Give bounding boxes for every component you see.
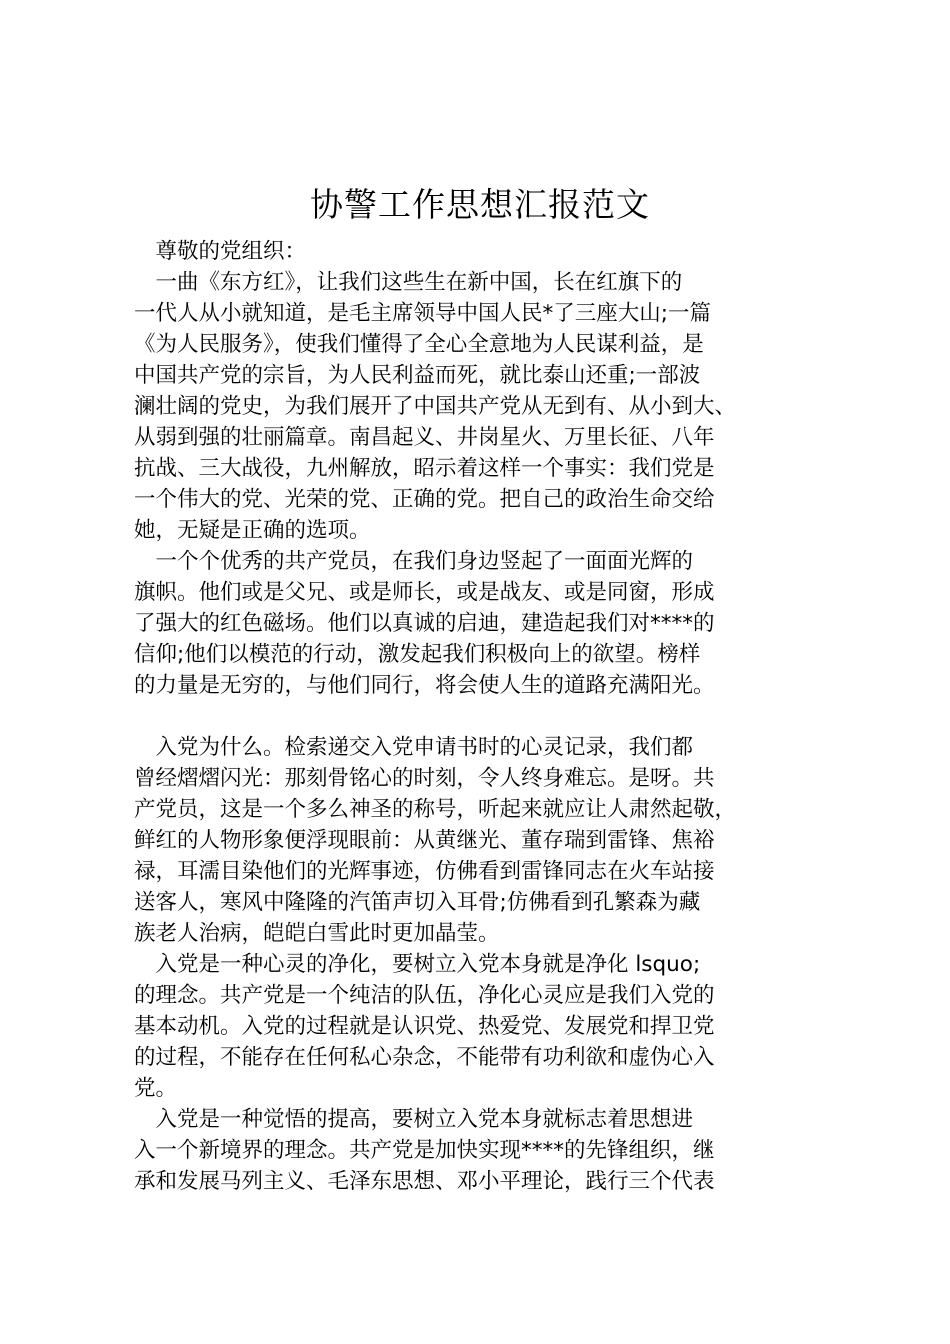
text-line: 党。 bbox=[134, 1076, 178, 1101]
text-line: 的力量是无穷的，与他们同行，将会使人生的道路充满阳光。 bbox=[134, 673, 715, 698]
text-line: 鲜红的人物形象便浮现眼前：从黄继光、董存瑞到雷锋、焦裕 bbox=[134, 828, 715, 853]
document-body bbox=[134, 236, 834, 1197]
text-line: 一个伟大的党、光荣的党、正确的党。把自己的政治生命交给 bbox=[134, 487, 715, 512]
text-line: 产党员，这是一个多么神圣的称号，听起来就应让人肃然起敬， bbox=[134, 797, 737, 822]
text-line: 入党是一种觉悟的提高，要树立入党本身就标志着思想进 bbox=[134, 1107, 694, 1132]
text-line: 抗战、三大战役，九州解放，昭示着这样一个事实：我们党是 bbox=[134, 456, 715, 481]
text-line: 入党是一种心灵的净化，要树立入党本身就是净化 lsquo; bbox=[134, 952, 701, 977]
text-line: 禄，耳濡目染他们的光辉事迹，仿佛看到雷锋同志在火车站接 bbox=[134, 859, 715, 884]
text-line: 了强大的红色磁场。他们以真诚的启迪，建造起我们对****的 bbox=[134, 611, 715, 636]
text-line: 的过程，不能存在任何私心杂念，不能带有功利欲和虚伪心入 bbox=[134, 1045, 715, 1070]
text-line: 一曲《东方红》，让我们这些生在新中国，长在红旗下的 bbox=[134, 270, 683, 295]
text-line: 一个个优秀的共产党员，在我们身边竖起了一面面光辉的 bbox=[134, 549, 694, 574]
text-line: 承和发展马列主义、毛泽东思想、邓小平理论，践行三个代表 bbox=[134, 1169, 715, 1194]
text-line: 曾经熠熠闪光：那刻骨铭心的时刻，令人终身难忘。是呀。共 bbox=[134, 766, 715, 791]
text-line: 《为人民服务》，使我们懂得了全心全意地为人民谋利益，是 bbox=[134, 332, 704, 357]
text-line: 族老人治病，皑皑白雪此时更加晶莹。 bbox=[134, 921, 500, 946]
text-line: 基本动机。入党的过程就是认识党、热爱党、发展党和捍卫党 bbox=[134, 1014, 715, 1039]
text-line: 中国共产党的宗旨，为人民利益而死，就比泰山还重;一部波 bbox=[134, 363, 701, 388]
text-line: 旗帜。他们或是父兄、或是师长，或是战友、或是同窗，形成 bbox=[134, 580, 715, 605]
text-line: 送客人，寒风中隆隆的汽笛声切入耳骨;仿佛看到孔繁森为藏 bbox=[134, 890, 701, 915]
text-line: 入一个新境界的理念。共产党是加快实现****的先锋组织，继 bbox=[134, 1138, 715, 1163]
text-line: 入党为什么。检索递交入党申请书时的心灵记录，我们都 bbox=[134, 735, 694, 760]
text-line: 信仰;他们以模范的行动，激发起我们积极向上的欲望。榜样 bbox=[134, 642, 701, 667]
text-line: 她，无疑是正确的选项。 bbox=[134, 518, 371, 543]
text-line: 一代人从小就知道，是毛主席领导中国人民*了三座大山;一篇 bbox=[134, 301, 711, 326]
text-line: 从弱到强的壮丽篇章。南昌起义、井岗星火、万里长征、八年 bbox=[134, 425, 715, 450]
text-line: 澜壮阔的党史，为我们展开了中国共产党从无到有、从小到大、 bbox=[134, 394, 737, 419]
text-line: 的理念。共产党是一个纯洁的队伍，净化心灵应是我们入党的 bbox=[134, 983, 715, 1008]
document-title: 协警工作思想汇报范文 bbox=[310, 185, 650, 224]
text-line: 尊敬的党组织： bbox=[134, 239, 307, 264]
blank-line bbox=[134, 701, 834, 732]
